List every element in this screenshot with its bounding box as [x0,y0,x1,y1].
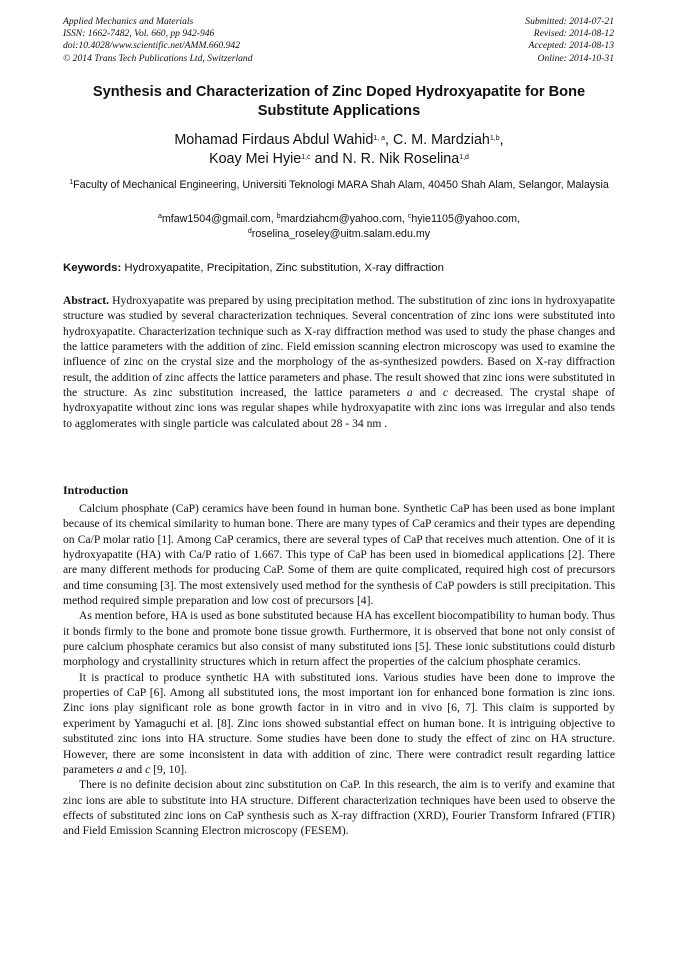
journal-info [63,16,253,65]
date-accepted: Accepted: 2014-08-13 [528,40,614,52]
author-name: N. R. Nik Roselina [342,151,460,167]
email-sup: d [247,227,252,235]
author-sup: 1,d [459,154,469,161]
intro-paragraph: There is no definite decision about zinc substitution on CaP. In this research, the aim is to verify and examine that zinc ions are able to substitute into HA structure. Different characterization techniques have been used to observe the effects of substituted zinc ions on CaP synthesis such as X-ray diffraction (XRD), Fourier Transform Infrared (FTIR) and Field Emission Scanning Electron microscopy (FESEM). [63,778,615,838]
section-heading-introduction: Introduction [63,483,129,497]
variable-a: a [116,762,123,776]
variable-c: c [145,762,151,776]
author-name: Mohamad Firdaus Abdul Wahid [174,132,374,148]
email-c: hyie1105@yahoo.com, [411,213,521,225]
affiliation [58,178,620,193]
abstract-text-end: decreased. The crystal shape of hydroxyapatite without zinc ions was regular shapes while hydroxyapatite with zinc ions was irregular and also tends to agglomerates with single particle was calculated about 28 - 34 nm . [63,386,615,430]
journal-issn: ISSN: 1662-7482, Vol. 660, pp 942-946 [63,28,215,40]
email-b: mardziahcm@yahoo.com, [280,213,405,225]
author-sup: 1,c [301,154,311,161]
intro-and: and [125,762,143,776]
title-line-1: Synthesis and Characterization of Zinc Doped Hydroxyapatite for Bone [92,84,586,100]
author-list: Mohamad Firdaus Abdul Wahid$^{1, a}$, C. M. Mardziah$^{1,b}$, Koay Mei Hyie$^{1,c}$ and N. R. Nik Roselina$^{1,d}$ [174,132,504,167]
variable-c: c [442,386,448,400]
abstract-and: and [419,386,437,400]
email-sup: c [407,213,412,220]
journal-copyright: © 2014 Trans Tech Publications Ltd, Switzerland [63,52,253,64]
title-line-2: Substitute Applications [257,102,421,119]
intro-paragraph: Calcium phosphate (CaP) ceramics have been found in human bone. Synthetic CaP has been used as bone implant because of its chemical similarity to human bone. There are many types of CaP ceramics and their types are depending on Ca/P molar ratio [1]. Among CaP ceramics, there are several types of CaP that receives much attention. One of it is hydroxyapatite (HA) with Ca/P ratio of 1.667. This type of CaP has been used in biomedical applications [2]. There are many different methods for producing CaP. Some of them are quite complicated, required high cost of precursors and time consuming [3]. The most extensively used method for the synthesis of CaP powders is still precipitation. This method required simple preparation and low cost of precursors [4]. [63,502,615,608]
author-name: C. M. Mardziah [392,132,490,148]
abstract-text: Hydroxyapatite was prepared by using precipitation method. The substitution of zinc ions in hydroxyapatite structure was studied by several characterization techniques. Several concentration of zinc ions were substituted into hydroxyapatite. Characterization technique such as X-ray diffraction method was used to study the phase changes and the lattice parameters with the addition of zinc. Field emission scanning electron microscopy was used to examine the influence of zinc on the crystal size and the morphology of the as-synthesized powders. Based on X-ray diffraction result, the addition of zinc affects the lattice parameters and phase. The result showed that zinc ions were substituted in the structure. As zinc substitution increased, the lattice parameters [63,294,615,400]
author-and: and [314,151,339,167]
introduction-body [63,501,615,839]
date-online: Online: 2014-10-31 [537,52,614,64]
paper-title [58,83,620,120]
affiliation-text: Faculty of Mechanical Engineering, Universiti Teknologi MARA Shah Alam, 40450 Shah Alam, Selangor, Malaysia [73,179,609,191]
abstract [63,293,615,431]
intro-citation: [9, 10]. [153,762,187,776]
author-name: Koay Mei Hyie [209,151,302,167]
intro-paragraph [63,670,615,777]
author-sup: 1,b [489,135,500,142]
abstract-label: Abstract. [63,294,110,307]
date-submitted: Submitted: 2014-07-21 [525,16,614,27]
journal-doi: doi:10.4028/www.scientific.net/AMM.660.942 [63,40,241,52]
email-a: mfaw1504@gmail.com, [161,213,274,225]
affiliation-sup: 1 [69,179,74,186]
intro-paragraph: As mention before, HA is used as bone substituted because HA has excellent biocompatibility to human body. Thus it bonds firmly to the bone and promote bone tissue growth. Furthermore, it is observed that bone not only consist of pure calcium phosphate ceramics but also consist of many substituted ions [5]. These ionic substitutions could disturb morphology and crystallinity structures which in return affect the properties of the calcium phosphate ceramics. [63,609,615,669]
email-sup: a [157,213,162,220]
keywords-label: Keywords: [63,262,122,274]
submission-dates [525,16,614,65]
journal-name: Applied Mechanics and Materials [63,16,194,27]
author-sup: 1, a [373,135,385,142]
date-revised: Revised: 2014-08-12 [533,28,614,40]
intro-text: It is practical to produce synthetic HA with substituted ions. Various studies have been done to improve the properties of CaP [6]. Among all substituted ions, the most important ion for enhanced bone formation is zinc ions. Zinc ions play significant role as bone growth factor in in vitro and in vivo [6, 7]. This claim is supported by experiment by Yamaguchi et al. [8]. Zinc ions showed substantial effect on human bone. It is intriguing objective to substituted zinc ions into HA structure. Some studies have been done to study the effect of zinc on HA structure. However, there are some inconsistent in data with addition of zinc. There were contradict result regarding lattice parameters [63,670,615,776]
author-emails [58,212,620,241]
keywords-text: Hydroxyapatite, Precipitation, Zinc substitution, X-ray diffraction [124,262,444,274]
email-d: roselina_roseley@uitm.salam.edu.my [251,227,431,240]
variable-a: a [406,386,413,400]
keywords [63,262,444,274]
email-sup: b [276,213,281,220]
